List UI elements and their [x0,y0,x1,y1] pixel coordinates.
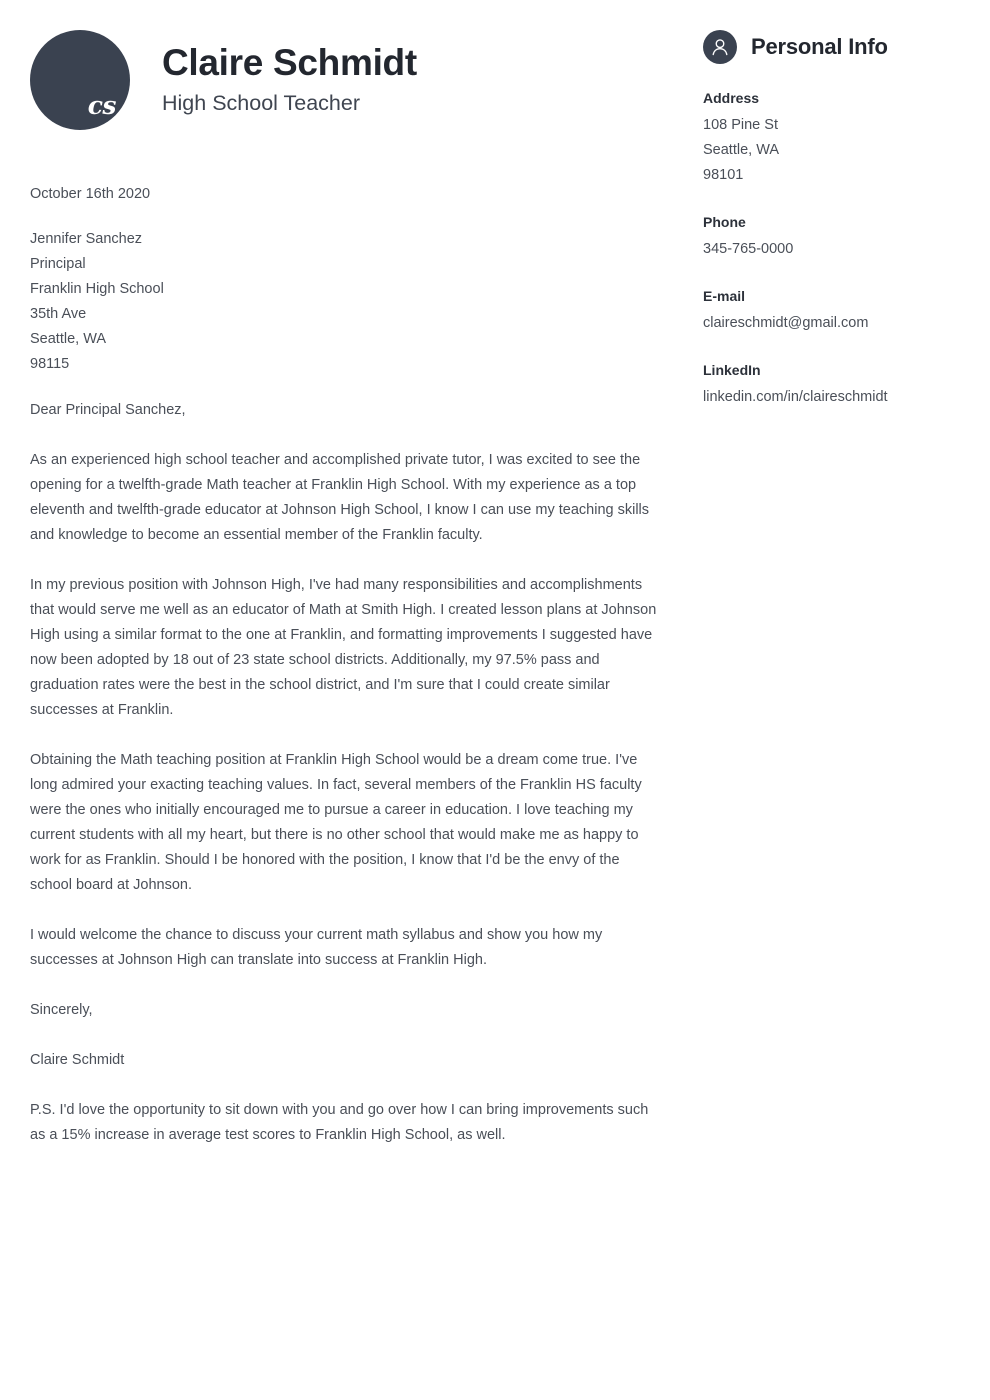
letter-body [30,448,670,973]
info-value: Seattle, WA [703,142,780,158]
info-label: E-mail [703,288,746,304]
body-paragraph: As an experienced high school teacher and accomplished private tutor, I was excited to see the opening for a twelfth-grade Math teacher at Franklin High School. With my experience as a top eleventh and twelfth-grade educator at Johnson High School, I know I can use my teaching skills and knowledge to become an essential member of the Franklin faculty. [30,452,650,543]
info-value: 108 Pine St [703,117,778,133]
info-group-linkedin [703,360,961,410]
postscript: P.S. I'd love the opportunity to sit down with you and go over how I can bring improvements such as a 15% increase in average test scores to Franklin High School, as well. [30,1102,649,1143]
info-label: LinkedIn [703,362,761,378]
info-value: 98101 [703,167,744,183]
letter-main-column [30,26,670,1148]
personal-info-sidebar [703,30,961,410]
recipient-line: Seattle, WA [30,331,107,347]
recipient-line: Jennifer Sanchez [30,231,143,247]
recipient-line: Principal [30,256,86,272]
body-paragraph: Obtaining the Math teaching position at Franklin High School would be a dream come true. I've long admired your exacting teaching values. In fact, several members of the Franklin HS faculty were the ones who initially encouraged me to pursue a career in education. I love teaching my current students with all my heart, but there is no other school that would make me as happy to work for as Franklin. Should I be honored with the position, I know that I'd be the envy of the school board at Johnson. [30,752,642,893]
recipient-line: Franklin High School [30,281,164,297]
info-value[interactable]: linkedin.com/in/claireschmidt [703,389,888,405]
sidebar-header [703,30,961,64]
job-title: High School Teacher [162,90,361,115]
person-icon [703,30,737,64]
letterhead [30,26,670,134]
info-group-phone [703,212,961,262]
recipient-block [30,227,670,377]
info-group-address [703,88,961,188]
page-title: Claire Schmidt [162,42,417,84]
sidebar-heading: Personal Info [751,33,888,59]
recipient-line: 35th Ave [30,306,87,322]
body-paragraph: In my previous position with Johnson High, I've had many responsibilities and accomplishments that would serve me well as an educator of Math at Smith High. I created lesson plans at Johnson High using a similar format to the one at Franklin, and formatting improvements I suggested have now been adopted by 18 out of 23 state school districts. Additionally, my 97.5% pass and graduation rates were the best in the school district, and I'm sure that I could create similar successes at Franklin. [30,577,657,718]
info-label: Phone [703,214,746,230]
info-value[interactable]: claireschmidt@gmail.com [703,315,869,331]
info-value[interactable]: 345-765-0000 [703,241,794,257]
signature-name: Claire Schmidt [30,1052,125,1068]
recipient-line: 98115 [30,356,70,372]
avatar-monogram: cs [87,91,116,120]
salutation: Dear Principal Sanchez, [30,402,186,418]
info-label: Address [703,90,760,106]
closing-salutation: Sincerely, [30,1002,93,1018]
letter-date: October 16th 2020 [30,186,151,202]
avatar [30,30,130,130]
info-group-email [703,286,961,336]
body-paragraph: I would welcome the chance to discuss your current math syllabus and show you how my successes at Johnson High can translate into success at Franklin High. [30,927,603,968]
identity-block [162,43,417,116]
